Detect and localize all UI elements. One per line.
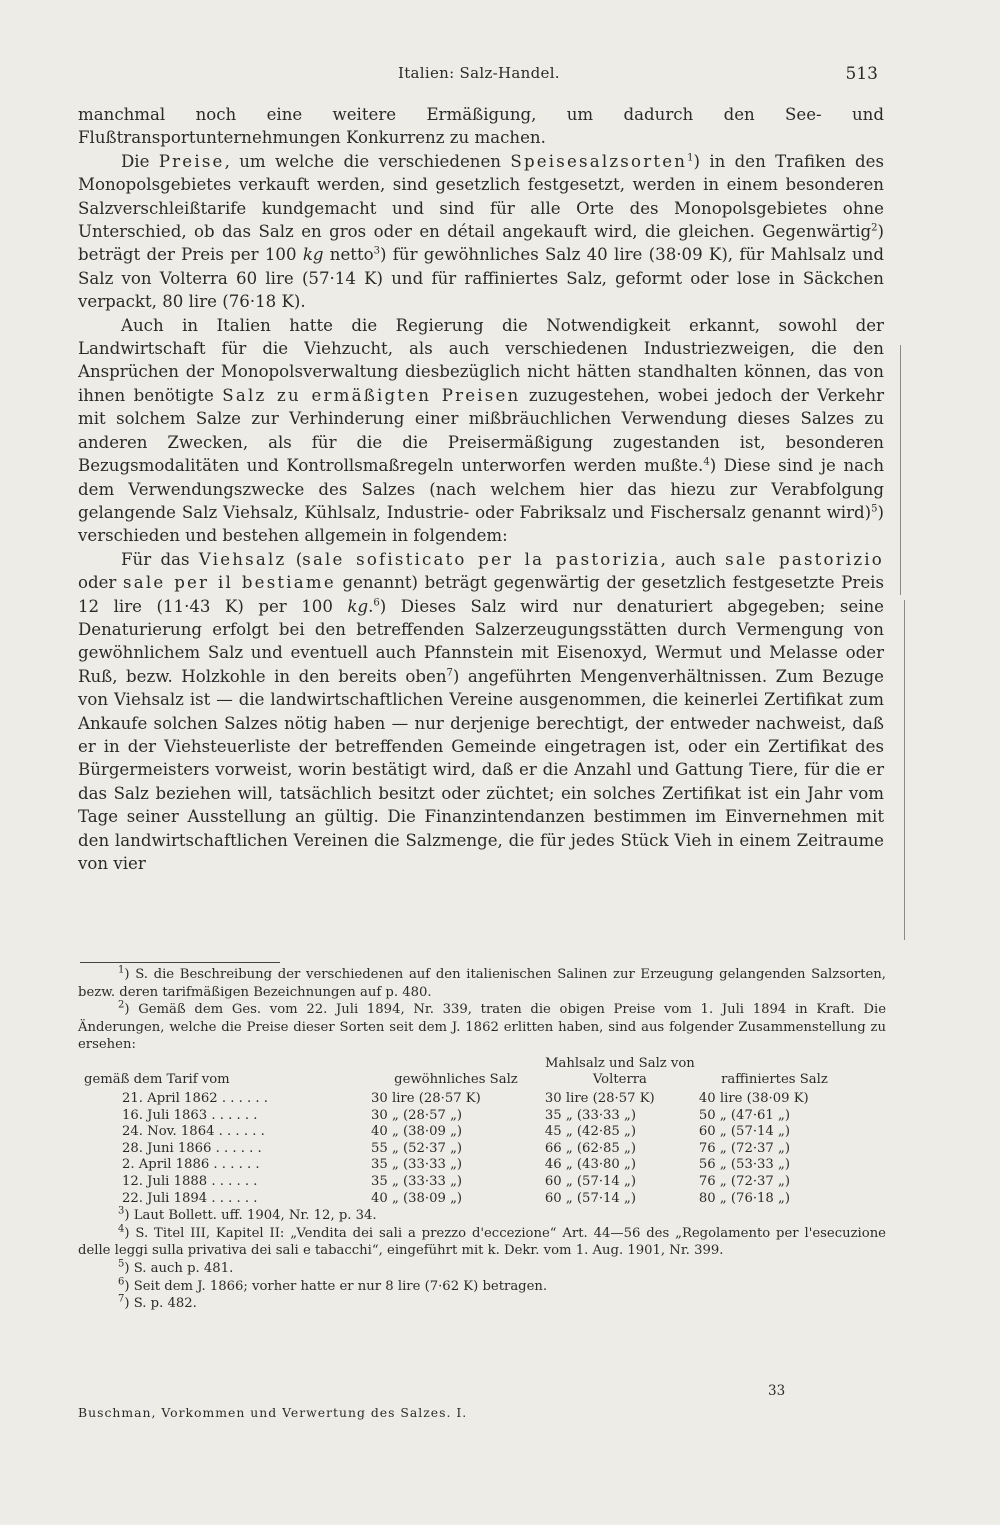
column-header: Mahlsalz und Salz von Volterra: [544, 1055, 695, 1087]
emphasis-speisesalzsorten: Speisesalzsorten: [510, 151, 688, 171]
footnote-ref-3: 3: [373, 245, 380, 257]
emphasis-sale-sofisticato: sale sofisticato per la pastorizia: [302, 549, 661, 569]
table-cell: 46 „ (43·80 „): [544, 1157, 636, 1173]
table-cell: 16. Juli 1863 . . . . . .: [122, 1107, 258, 1123]
table-cell: 40 „ (38·09 „): [371, 1124, 463, 1140]
running-head: Italien: Salz-Handel.: [398, 64, 560, 82]
column-header: raffiniertes Salz: [721, 1071, 828, 1087]
table-cell: 12. Juli 1888 . . . . . .: [122, 1173, 258, 1189]
signature-mark: 33: [768, 1383, 786, 1399]
footnote-6: $^6$) Seit dem J. 1866; vorher hatte er nur 8 lire (7·62 K) betragen.: [118, 1276, 548, 1294]
imprint-line: Buschman, Vorkommen und Verwertung des Salzes. I.: [78, 1405, 468, 1420]
paragraph-1: manchmal noch eine weitere Ermäßigung, um dadurch den See- und Flußtransportunternehmungen Konkurrenz zu machen.: [78, 105, 884, 148]
margin-pencil-line: [900, 345, 901, 595]
table-cell: 60 „ (57·14 „): [698, 1124, 790, 1140]
table-cell: 80 „ (76·18 „): [698, 1190, 790, 1206]
table-cell: 56 „ (53·33 „): [698, 1157, 790, 1173]
table-row: [82, 1174, 852, 1191]
footnote-ref-4: 4: [703, 456, 710, 468]
table-row: [82, 1141, 852, 1158]
table-cell: 30 lire (28·57 K): [371, 1090, 481, 1106]
table-cell: 35 „ (33·33 „): [371, 1173, 463, 1189]
footnote-1: $^1$) S. die Beschreibung der verschiedenen auf den italienischen Salinen zur Erzeugung gelangenden Salzsorten, bezw. deren tarifmäßigen Bezeichnungen auf p. 480.: [78, 964, 886, 1000]
footnote-ref-2: 2: [871, 222, 878, 234]
footnote-ref-7: 7: [446, 667, 453, 679]
table-cell: 22. Juli 1894 . . . . . .: [122, 1190, 258, 1206]
footnote-7: $^7$) S. p. 482.: [118, 1293, 197, 1312]
column-header: gemäß dem Tarif vom: [84, 1071, 230, 1087]
footnote-2: $^2$) Gemäß dem Ges. vom 22. Juli 1894, Nr. 339, traten die obigen Preise vom 1. Juli 1894 in Kraft. Die Änderungen, welche die Preise dieser Sorten seit dem J. 1862 erlitten haben, sind aus folgender Zusammenstellung zu ersehen:: [78, 999, 886, 1053]
table-cell: 50 „ (47·61 „): [698, 1107, 790, 1123]
table-cell: 30 „ (28·57 „): [371, 1107, 463, 1123]
footnote-ref-1: 1: [687, 152, 694, 164]
table-row: [82, 1157, 852, 1174]
main-text: [78, 103, 884, 875]
table-cell: 55 „ (52·37 „): [371, 1140, 463, 1156]
table-body: [82, 1091, 852, 1207]
table-cell: 66 „ (62·85 „): [544, 1140, 636, 1156]
table-cell: 45 „ (42·85 „): [544, 1124, 636, 1140]
footnote-4: $^4$) S. Titel III, Kapitel II: „Vendita dei sali a prezzo d'eccezione“ Art. 44—56 des „Regolamento per l'esecuzione delle leggi sulla privativa dei sali e tabacchi“, eingeführt mit k. Dekr. vom 1. Aug. 1901, Nr. 399.: [78, 1223, 886, 1259]
table-cell: 28. Juni 1866 . . . . . .: [122, 1140, 262, 1156]
margin-pencil-line-2: [904, 600, 905, 940]
table-row: [82, 1124, 852, 1141]
table-cell: 40 „ (38·09 „): [371, 1190, 463, 1206]
table-cell: 35 „ (33·33 „): [371, 1157, 463, 1173]
table-cell: 60 „ (57·14 „): [544, 1173, 636, 1189]
table-cell: 76 „ (72·37 „): [698, 1173, 790, 1189]
table-header-row: [82, 1056, 852, 1091]
table-cell: 40 lire (38·09 K): [698, 1090, 809, 1106]
table-row: [82, 1108, 852, 1125]
page-number: 513: [845, 64, 878, 84]
table-cell: 21. April 1862 . . . . . .: [122, 1090, 268, 1106]
footnote-5: $^5$) S. auch p. 481.: [118, 1258, 234, 1276]
column-header: gewöhnliches Salz: [394, 1071, 518, 1087]
table-cell: 24. Nov. 1864 . . . . . .: [122, 1124, 265, 1140]
footnote-ref-5: 5: [871, 503, 878, 515]
footnote-3: $^3$) Laut Bollett. uff. 1904, Nr. 12, p. 34.: [118, 1205, 377, 1224]
page-header: [78, 64, 884, 86]
table-cell: 35 „ (33·33 „): [544, 1107, 636, 1123]
paragraph-2: Die Preise, um welche die verschiedenen Speisesalzsorten$^1$) in den Trafiken des Monopolsgebietes verkauft werden, sind gesetzlich festgesetzt, werden in einem besonderen Salzverschleißtarife kundgemacht und sind für alle Orte des Monopolsgebietes ohne Unterschied, ob das Salz en gros oder en détail angekauft wird, die gleichen. Gegenwärtig$^2$) beträgt der Preis per 100 kg netto$^3$) für gewöhnliches Salz 40 lire (38·09 K), für Mahlsalz und Salz von Volterra 60 lire (57·14 K) und für raffiniertes Salz, geformt oder lose in Säckchen verpackt, 80 lire (76·18 K).: [78, 151, 885, 312]
table-cell: 2. April 1886 . . . . . .: [122, 1157, 260, 1173]
table-cell: 76 „ (72·37 „): [698, 1140, 790, 1156]
table-cell: 30 lire (28·57 K): [544, 1090, 655, 1106]
footnotes: [78, 966, 886, 1313]
footnote-ref-6: 6: [373, 597, 380, 608]
table-cell: 60 „ (57·14 „): [544, 1190, 636, 1206]
table-row: [82, 1091, 852, 1108]
emphasis-viehsalz: Viehsalz: [198, 549, 287, 569]
price-history-table: [82, 1056, 852, 1207]
paragraph-3: Auch in Italien hatte die Regierung die Notwendigkeit erkannt, sowohl der Landwirtschaft für die Viehzucht, als auch verschiedenen Industriezweigen, die den Ansprüchen der Monopolsverwaltung diesbezüglich nicht hätten standhalten können, das von ihnen benötigte Salz zu ermäßigten Preisen zuzugestehen, wobei jedoch der Verkehr mit solchem Salze zur Verhinderung einer mißbräuchlichen Verwendung dieses Salzes zu anderen Zwecken, als für die die Preisermäßigung zugestanden ist, besonderen Bezugsmodalitäten und Kontrollsmaßregeln unterworfen werden mußte.$^4$) Diese sind je nach dem Verwendungszwecke des Salzes (nach welchem hier das hiezu zur Verabfolgung gelangende Salz Viehsalz, Kühlsalz, Industrie- oder Fabriksalz und Fischersalz genannt wird)$^5$) verschieden und bestehen allgemein in folgendem:: [78, 315, 885, 546]
footnote-rule: [80, 962, 280, 963]
emphasis-sale-per-il-bestiame: sale per il bestiame: [123, 573, 336, 593]
emphasis-sale-pastorizio: sale pastorizio: [725, 549, 884, 569]
paragraph-4: Für das Viehsalz (sale sofisticato per la pastorizia, auch sale pastorizio oder sale per il bestiame genannt) beträgt gegenwärtig der gesetzlich festgesetzte Preis 12 lire (11·43 K) per 100 kg.$^6$) Dieses Salz wird nur denaturiert abgegeben; seine Denaturierung erfolgt bei den betreffenden Salzerzeugungsstätten durch Vermengung von gewöhnlichem Salz und eventuell auch Pfannstein mit Eisenoxyd, Wermut und Melasse oder Ruß, bezw. Holzkohle in den bereits oben$^7$) angeführten Mengenverhältnissen. Zum Bezuge von Viehsalz ist — die landwirtschaftlichen Vereine ausgenommen, die keinerlei Zertifikat zum Ankaufe solchen Salzes nötig haben — nur derjenige berechtigt, der entweder nachweist, daß er in der Viehsteuerliste der betreffenden Gemeinde eingetragen ist, oder ein Zertifikat des Bürgermeisters vorweist, worin bestätigt wird, daß er die Anzahl und Gattung Tiere, für die er das Salz beziehen will, tatsächlich besitzt oder züchtet; ein solches Zertifikat ist ein Jahr vom Tage seiner Ausstellung an gültig. Die Finanzintendanzen bestimmen im Einvernehmen mit den landwirtschaftlichen Vereinen die Salzmenge, die für jedes Stück Vieh in einem Zeitraume von vier: [78, 549, 884, 873]
emphasis-preise: Preise: [158, 151, 225, 171]
table-row: [82, 1191, 852, 1208]
emphasis-ermaessigte-preise: Salz zu ermäßigten Preisen: [222, 385, 521, 405]
